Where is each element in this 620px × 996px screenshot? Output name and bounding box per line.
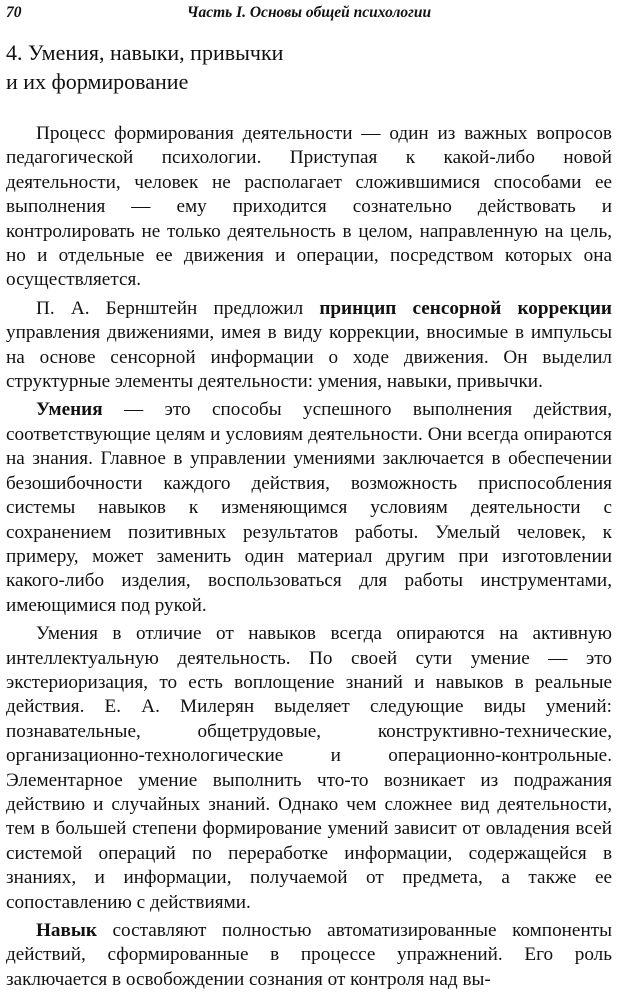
running-title: Часть I. Основы общей психологии	[186, 4, 432, 21]
section-title-line-1: 4. Умения, навыки, привычки	[6, 40, 284, 65]
paragraph-5	[6, 919, 612, 992]
paragraph-2-before: П. А. Бернштейн предложил	[36, 297, 320, 319]
paragraph-3	[6, 398, 612, 618]
paragraph-2	[6, 297, 612, 395]
paragraph-2-after: управления движениями, имея в виду коррекции, вносимые в импульсы на основе сенсорной информации о ходе движения. Он выделил структурные элементы деятельности: умения, навыки, привычки.	[6, 322, 612, 393]
paragraph-3-after: — это способы успешного выполнения действия, соответствующие целям и условиям деятельности. Они всегда опираются на знания. Главное в управлении умениями заключается в обеспечении безошибочности каждого действия, возможность приспособления системы навыков к изменяющимся условиям деятельности с сохранением позитивных результатов работы. Умелый человек, к примеру, может заменить один материал другим при изготовлении какого-либо изделия, воспользоваться для работы инструментами, имеющимися под рукой.	[6, 399, 612, 616]
paragraph-5-after: составляют полностью автоматизированные компоненты действий, сформированные в процессе упражнений. Его роль заключается в освобождении сознания от контроля над вы-	[6, 920, 612, 990]
section-title-line-2: и их формирование	[6, 69, 189, 94]
term-habit-skill: Навык	[36, 920, 97, 941]
paragraph-1-text: Процесс формирования деятельности — один из важных вопросов педагогической психологии. Приступая к какой-либо новой деятельности, человек не располагает сложившимися способами ее выполнения — ему приходится сознательно действовать и контролировать не только деятельность в целом, направленную на цель, но и отдельные ее движения и операции, посредством которых она осуществляется.	[6, 123, 612, 291]
body-text	[6, 122, 612, 996]
page-number: 70	[6, 4, 22, 21]
running-head	[6, 2, 612, 24]
paragraph-4-text: Умения в отличие от навыков всегда опираются на активную интеллектуальную деятельность. По своей сути умение — это экстериоризация, то есть воплощение знаний и навыков в реальные действия. Е. А. Милерян выделяет следующие виды умений: познавательные, общетрудовые, конструктивно-технические, организационно-технологические и операционно-контрольные. Элементарное умение выполнить что-то возникает из подражания действию и случайных знаний. Однако чем сложнее вид деятельности, тем в большей степени формирование умений зависит от овладения всей системой операций по переработке информации, содержащейся в знаниях, и информации, получаемой от предмета, а также ее сопоставлению с действиями.	[6, 623, 612, 913]
term-sensory-correction: принцип сенсорной коррекции	[319, 297, 612, 319]
section-title	[6, 38, 426, 96]
term-skills: Умения	[36, 399, 103, 421]
paragraph-1	[6, 122, 612, 293]
paragraph-4	[6, 622, 612, 915]
